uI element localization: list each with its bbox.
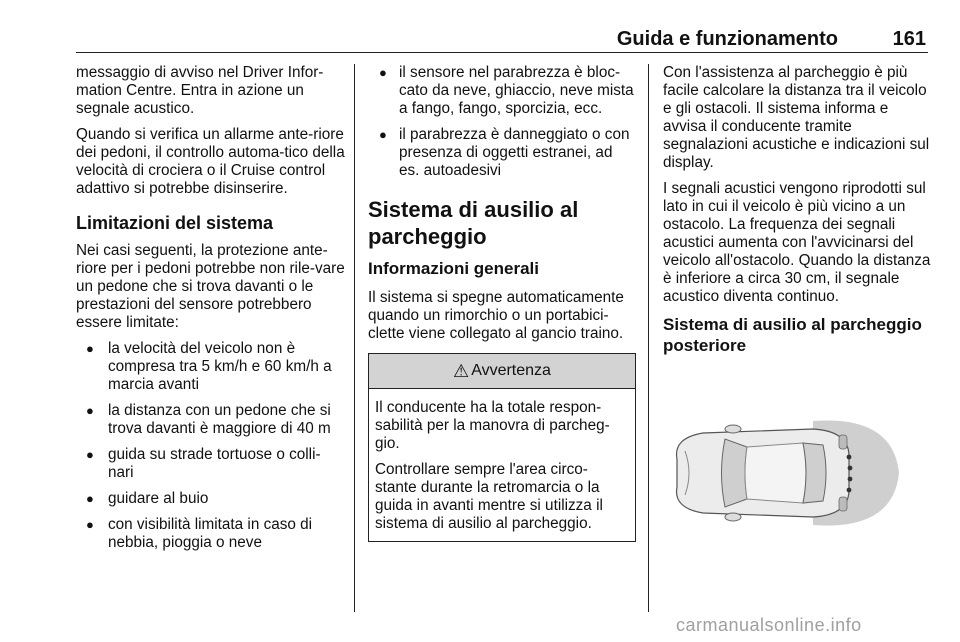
column-right [663, 64, 931, 366]
bullet-icon: ● [379, 65, 387, 80]
sensor-dot [848, 477, 853, 482]
bullet-icon: ● [86, 517, 94, 532]
warning-body [369, 389, 635, 541]
sensor-dot [847, 488, 852, 493]
warning-triangle-icon: ⚠ [453, 361, 470, 381]
car-top-view-illustration [663, 363, 925, 581]
bullet-icon: ● [86, 447, 94, 462]
paragraph: Controllare sempre l'area circo-stante durante la retromarcia o la guida in avanti mentre si utilizza il sistema di ausilio al parcheggio. [375, 461, 603, 532]
paragraph: Quando si verifica un allarme ante-riore dei pedoni, il controllo automa-tico della velocità di crociera o il Cruise control adattivo si potrebbe disinserire. [76, 126, 345, 197]
list-item: ● il sensore nel parabrezza è bloc-cato da neve, ghiaccio, neve mista a fango, fango, sporcizia, ecc. [379, 64, 634, 117]
paragraph: I segnali acustici vengono riprodotti sul lato in cui il veicolo è più vicino a un ostacolo. La frequenza dei segnali acustici aumenta con l'avvicinarsi del veicolo all'ostacolo. Quando la distanza è inferiore a circa 30 cm, il segnale acustico diventa continuo. [663, 180, 931, 305]
column-left [76, 64, 346, 560]
list-item: ● con visibilità limitata in caso di nebbia, pioggia o neve [86, 516, 313, 551]
list-item: ● la velocità del veicolo non è compresa tra 5 km/h e 60 km/h a marcia avanti [86, 340, 332, 393]
column-divider-2 [648, 64, 649, 612]
warning-title: Avvertenza [471, 362, 551, 379]
bullet-list [368, 64, 636, 180]
header-rule [76, 52, 928, 53]
section-heading: Limitazioni del sistema [76, 213, 274, 233]
subsection-heading: Informazioni generali [368, 259, 539, 278]
paragraph: Il conducente ha la totale respon-sabilità per la manovra di parcheg-gio. [375, 399, 610, 452]
list-item: ● il parabrezza è danneggiato o con presenza di oggetti estranei, ad es. autoadesivi [379, 126, 630, 179]
section-heading: Sistema di ausilio al parcheggio posteriore [663, 315, 922, 355]
bullet-icon: ● [86, 341, 94, 356]
watermark: carmanualsonline.info [676, 615, 862, 635]
warning-header [369, 354, 635, 389]
bullet-icon: ● [86, 491, 94, 506]
warning-box [368, 353, 636, 542]
paragraph: Nei casi seguenti, la protezione ante-riore per i pedoni potrebbe non rile-vare un pedone che si trova davanti o le prestazioni del sensore potrebbero essere limitate: [76, 242, 345, 331]
list-item: ● guidare al buio [86, 490, 209, 507]
column-middle [368, 64, 636, 542]
bullet-list [76, 340, 346, 552]
paragraph: Con l'assistenza al parcheggio è più facile calcolare la distanza tra il veicolo e gli ostacoli. Il sistema informa e avvisa il conducente tramite segnalazioni acustiche e indicazioni sul display. [663, 64, 930, 171]
list-item: ● guida su strade tortuose o colli-nari [86, 446, 321, 481]
sensor-dot [848, 466, 853, 471]
sensor-dot [847, 455, 852, 460]
paragraph: messaggio di avviso nel Driver Infor-mation Centre. Entra in azione un segnale acustico. [76, 64, 324, 117]
parking-sensor-figure [663, 363, 925, 581]
page-number: 161 [892, 28, 926, 50]
paragraph: Il sistema si spegne automaticamente quando un rimorchio o un portabici-clette viene collegato al gancio traino. [368, 289, 624, 342]
chapter-title: Sistema di ausilio al parcheggio [368, 197, 579, 249]
bullet-icon: ● [86, 403, 94, 418]
section-title: Guida e funzionamento [616, 28, 838, 50]
page-header [76, 24, 928, 50]
list-item: ● la distanza con un pedone che si trova davanti è maggiore di 40 m [86, 402, 331, 437]
bullet-icon: ● [379, 127, 387, 142]
column-divider-1 [354, 64, 355, 612]
